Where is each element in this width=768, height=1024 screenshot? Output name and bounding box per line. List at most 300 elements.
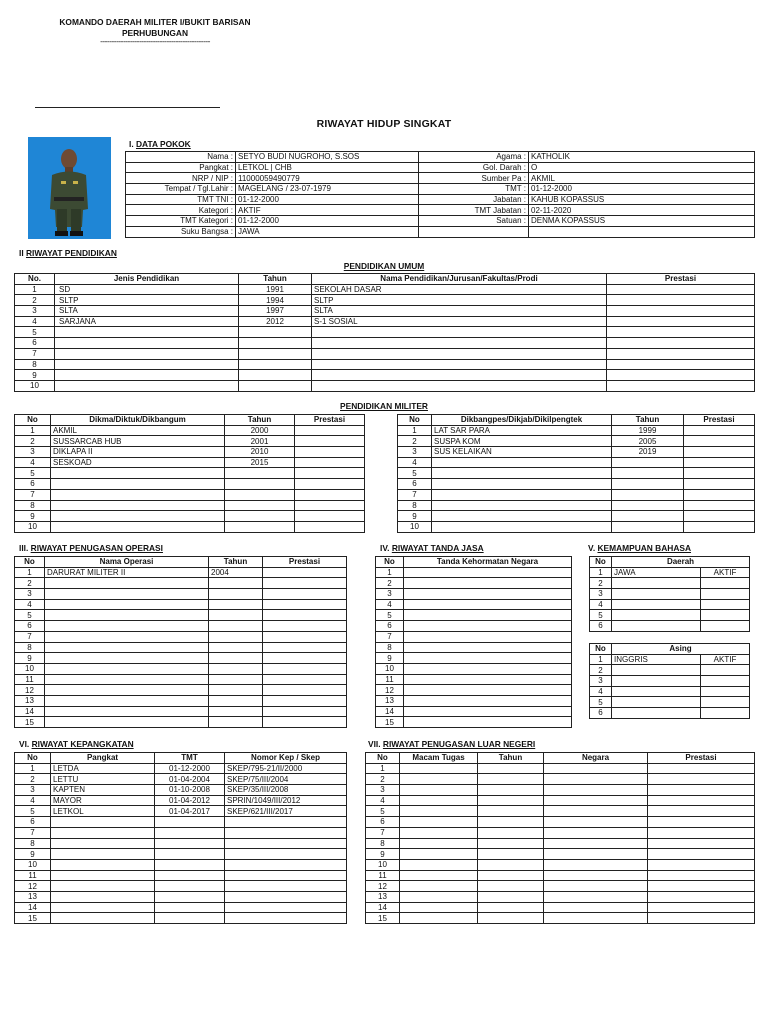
table-cell [155, 870, 225, 881]
table-cell [263, 695, 347, 706]
table-cell: SUSSARCAB HUB [51, 436, 225, 447]
column-header: No [398, 415, 432, 426]
table-cell: 9 [15, 653, 45, 664]
table-cell [209, 695, 263, 706]
table-cell: 1 [366, 763, 400, 774]
table-cell: 2 [590, 578, 612, 589]
table-cell: 5 [15, 327, 55, 338]
column-header: Tahun [239, 274, 312, 285]
table-cell: 13 [366, 891, 400, 902]
table-cell [225, 817, 347, 828]
table-row [398, 436, 755, 447]
table-cell [400, 774, 478, 785]
table-cell: 1 [398, 425, 432, 436]
table-cell: SLTP [312, 295, 607, 306]
table-cell [684, 489, 755, 500]
table-cell: 6 [366, 817, 400, 828]
table-cell [544, 795, 648, 806]
table-cell: 7 [15, 827, 51, 838]
table-cell: 10 [15, 521, 51, 532]
section-number: IV. [380, 543, 390, 553]
table-row [366, 795, 755, 806]
table-cell [478, 902, 544, 913]
data-pokok-row [126, 216, 755, 227]
table-cell [648, 902, 755, 913]
table-cell [225, 468, 295, 479]
table-cell [51, 500, 225, 511]
table-cell [404, 599, 572, 610]
table-cell: 7 [15, 631, 45, 642]
column-header: Tahun [612, 415, 684, 426]
column-header: No [15, 753, 51, 764]
table-row [15, 468, 365, 479]
field-value: LETKOL | CHB [236, 162, 419, 173]
table-row [366, 763, 755, 774]
table-row [376, 653, 572, 664]
table-cell: 3 [590, 676, 612, 687]
table-cell [404, 621, 572, 632]
table-cell [612, 489, 684, 500]
table-cell [404, 695, 572, 706]
table-cell [607, 348, 755, 359]
table-cell: 10 [15, 663, 45, 674]
table-cell: SLTP [55, 295, 239, 306]
table-cell: 8 [15, 359, 55, 370]
table-cell [263, 663, 347, 674]
table-cell [607, 370, 755, 381]
column-header: Asing [612, 644, 750, 655]
section-title: RIWAYAT PENUGASAN OPERASI [30, 543, 163, 553]
table-row [376, 621, 572, 632]
table-row [366, 849, 755, 860]
table-cell: 5 [590, 610, 612, 621]
section-tanda-jasa-title [380, 543, 484, 553]
table-cell [684, 468, 755, 479]
table-cell [684, 500, 755, 511]
table-cell [263, 685, 347, 696]
table-cell [51, 489, 225, 500]
column-header: No [15, 415, 51, 426]
table-row [15, 511, 365, 522]
table-cell [432, 479, 612, 490]
table-cell [400, 859, 478, 870]
table-cell [295, 425, 365, 436]
column-header: No. [15, 274, 55, 285]
table-row [15, 610, 347, 621]
table-cell [263, 578, 347, 589]
table-row [15, 838, 347, 849]
table-row [15, 785, 347, 796]
table-cell [51, 849, 155, 860]
table-cell [45, 642, 209, 653]
table-cell [45, 653, 209, 664]
table-cell: 2012 [239, 316, 312, 327]
table-cell: 8 [376, 642, 404, 653]
table-cell: 10 [366, 859, 400, 870]
table-cell [544, 891, 648, 902]
table-cell [263, 631, 347, 642]
table-cell: 12 [15, 685, 45, 696]
table-cell [684, 511, 755, 522]
table-cell: 3 [15, 306, 55, 317]
table-row [590, 708, 750, 719]
table-cell [225, 511, 295, 522]
table-cell [612, 599, 701, 610]
table-cell: SD [55, 284, 239, 295]
table-cell: 12 [376, 685, 404, 696]
table-cell [263, 610, 347, 621]
column-header: Prestasi [684, 415, 755, 426]
table-row [15, 674, 347, 685]
table-cell: 15 [15, 913, 51, 924]
table-cell [225, 902, 347, 913]
table-cell: SKEP/621/III/2017 [225, 806, 347, 817]
table-cell [478, 774, 544, 785]
column-header: No [376, 557, 404, 568]
table-cell [612, 697, 701, 708]
table-cell: 6 [590, 708, 612, 719]
section-title: DATA POKOK [135, 139, 191, 149]
table-cell [701, 708, 750, 719]
table-row [398, 479, 755, 490]
table-cell: 6 [590, 621, 612, 632]
table-cell: 8 [15, 500, 51, 511]
pendidikan-militer-left-table [14, 414, 365, 533]
table-cell [544, 881, 648, 892]
table-cell: AKTIF [701, 654, 750, 665]
table-cell [607, 306, 755, 317]
table-cell [432, 511, 612, 522]
field-label: Agama : [419, 152, 529, 163]
table-cell: 2015 [225, 457, 295, 468]
table-cell: DIKLAPA II [51, 447, 225, 458]
table-cell [612, 500, 684, 511]
table-cell [544, 806, 648, 817]
table-cell [295, 511, 365, 522]
table-cell: INGGRIS [612, 654, 701, 665]
header-dashes: ------------------------------------------------ [100, 36, 210, 46]
table-cell: 6 [15, 621, 45, 632]
field-value: 01-12-2000 [236, 194, 419, 205]
field-value: KAHUB KOPASSUS [529, 194, 755, 205]
table-row [366, 902, 755, 913]
table-cell [432, 500, 612, 511]
table-cell: 15 [15, 717, 45, 728]
table-cell [263, 653, 347, 664]
table-cell: 6 [15, 817, 51, 828]
table-cell: SEKOLAH DASAR [312, 284, 607, 295]
table-cell [404, 674, 572, 685]
table-cell [684, 436, 755, 447]
table-cell: 13 [376, 695, 404, 706]
table-cell: 5 [376, 610, 404, 621]
table-cell [312, 380, 607, 391]
table-cell [155, 817, 225, 828]
table-cell: 1994 [239, 295, 312, 306]
table-cell [544, 849, 648, 860]
table-cell [648, 795, 755, 806]
column-header: Prestasi [263, 557, 347, 568]
table-cell: LETTU [51, 774, 155, 785]
section-title: KEMAMPUAN BAHASA [597, 543, 692, 553]
table-cell [648, 785, 755, 796]
table-cell [648, 827, 755, 838]
table-cell [701, 697, 750, 708]
table-row [15, 663, 347, 674]
table-cell: 10 [15, 859, 51, 870]
table-cell [478, 870, 544, 881]
table-row [376, 706, 572, 717]
table-cell: 13 [15, 695, 45, 706]
table-row [15, 500, 365, 511]
table-row [376, 717, 572, 728]
table-cell [478, 827, 544, 838]
table-cell: 7 [15, 348, 55, 359]
table-cell [209, 621, 263, 632]
table-cell: AKTIF [701, 567, 750, 578]
table-row [366, 913, 755, 924]
table-cell: 7 [398, 489, 432, 500]
table-cell [51, 479, 225, 490]
table-row [15, 806, 347, 817]
field-value: AKMIL [529, 173, 755, 184]
table-row [15, 457, 365, 468]
table-cell [701, 665, 750, 676]
column-header: Nomor Kep / Skep [225, 753, 347, 764]
table-cell [400, 902, 478, 913]
table-cell [544, 913, 648, 924]
table-cell [404, 717, 572, 728]
table-cell: 14 [376, 706, 404, 717]
table-cell [607, 327, 755, 338]
data-pokok-row [126, 205, 755, 216]
table-row [15, 359, 755, 370]
table-row [15, 891, 347, 902]
table-cell [544, 774, 648, 785]
table-cell [478, 785, 544, 796]
table-cell [478, 763, 544, 774]
data-pokok-row [126, 162, 755, 173]
table-row [15, 913, 347, 924]
table-cell [263, 589, 347, 600]
table-cell [209, 674, 263, 685]
section-number: II [19, 248, 24, 258]
table-cell: 2001 [225, 436, 295, 447]
data-pokok-row [126, 152, 755, 163]
field-value: KATHOLIK [529, 152, 755, 163]
table-cell [225, 891, 347, 902]
table-cell [45, 674, 209, 685]
table-cell: 7 [366, 827, 400, 838]
table-cell: 2 [590, 665, 612, 676]
table-cell [155, 891, 225, 902]
table-cell [263, 706, 347, 717]
table-cell: 1 [15, 284, 55, 295]
table-cell: 1 [15, 763, 51, 774]
table-row [590, 610, 750, 621]
table-cell [478, 817, 544, 828]
table-cell [209, 706, 263, 717]
table-cell: 9 [398, 511, 432, 522]
field-value: 01-12-2000 [529, 184, 755, 195]
table-row [15, 774, 347, 785]
data-pokok-row [126, 173, 755, 184]
table-cell [45, 685, 209, 696]
table-row [15, 849, 347, 860]
pendidikan-militer-right-table [397, 414, 755, 533]
table-cell [225, 870, 347, 881]
table-cell [51, 511, 225, 522]
table-cell: 01-04-2012 [155, 795, 225, 806]
table-cell: 1 [590, 654, 612, 665]
table-cell: 6 [398, 479, 432, 490]
table-cell [51, 521, 225, 532]
field-label: TMT Jabatan : [419, 205, 529, 216]
table-cell [684, 521, 755, 532]
table-cell: 9 [376, 653, 404, 664]
institution-header [22, 17, 288, 47]
table-cell [544, 827, 648, 838]
table-cell [239, 338, 312, 349]
table-row [15, 621, 347, 632]
table-cell [225, 521, 295, 532]
document-title: RIWAYAT HIDUP SINGKAT [316, 118, 452, 130]
section-number: VI. [19, 739, 30, 749]
table-cell: LAT SAR PARA [432, 425, 612, 436]
table-cell [612, 468, 684, 479]
column-header: No [366, 753, 400, 764]
table-cell [404, 589, 572, 600]
table-row [376, 599, 572, 610]
table-row [15, 447, 365, 458]
table-row [15, 717, 347, 728]
table-cell [478, 806, 544, 817]
table-row [590, 589, 750, 600]
table-cell [648, 859, 755, 870]
table-cell [612, 578, 701, 589]
table-row [15, 599, 347, 610]
table-cell [263, 567, 347, 578]
table-cell: 4 [366, 795, 400, 806]
table-cell [612, 457, 684, 468]
table-row [366, 838, 755, 849]
field-value [529, 226, 755, 237]
table-cell [684, 447, 755, 458]
table-cell: 9 [15, 370, 55, 381]
table-cell: 14 [366, 902, 400, 913]
table-cell: SPRIN/1049/III/2012 [225, 795, 347, 806]
table-cell: 9 [366, 849, 400, 860]
table-row [15, 380, 755, 391]
table-cell: SLTA [55, 306, 239, 317]
table-cell [701, 676, 750, 687]
table-row [376, 589, 572, 600]
table-cell [155, 849, 225, 860]
table-cell [478, 838, 544, 849]
table-cell [312, 327, 607, 338]
table-cell [648, 774, 755, 785]
table-cell [612, 479, 684, 490]
table-cell [263, 674, 347, 685]
table-cell [295, 500, 365, 511]
table-row [366, 806, 755, 817]
table-cell [612, 589, 701, 600]
table-row [15, 902, 347, 913]
table-row [366, 870, 755, 881]
column-header: No [590, 557, 612, 568]
table-cell [432, 468, 612, 479]
table-row [15, 436, 365, 447]
table-row [398, 468, 755, 479]
table-cell: 3 [15, 785, 51, 796]
column-header: Jenis Pendidikan [55, 274, 239, 285]
table-cell [225, 859, 347, 870]
column-header: Daerah [612, 557, 750, 568]
table-cell [209, 685, 263, 696]
table-cell [648, 891, 755, 902]
section-title: RIWAYAT KEPANGKATAN [31, 739, 134, 749]
table-row [366, 785, 755, 796]
table-cell: LETDA [51, 763, 155, 774]
field-value: AKTIF [236, 205, 419, 216]
table-row [15, 706, 347, 717]
table-row [590, 578, 750, 589]
table-cell: 1 [15, 567, 45, 578]
table-cell [51, 881, 155, 892]
data-pokok-row [126, 184, 755, 195]
column-header: Macam Tugas [400, 753, 478, 764]
column-header: Prestasi [607, 274, 755, 285]
table-row [366, 891, 755, 902]
table-row [15, 489, 365, 500]
table-cell: 4 [15, 599, 45, 610]
field-value: DENMA KOPASSUS [529, 216, 755, 227]
table-cell [51, 870, 155, 881]
table-cell [684, 479, 755, 490]
table-cell [239, 327, 312, 338]
table-row [15, 370, 755, 381]
field-label: TMT Kategori : [126, 216, 236, 227]
table-cell [648, 849, 755, 860]
table-cell [45, 631, 209, 642]
pendidikan-militer-title: PENDIDIKAN MILITER [340, 401, 428, 411]
table-row [376, 695, 572, 706]
table-cell [607, 284, 755, 295]
table-row [15, 795, 347, 806]
table-cell [400, 785, 478, 796]
field-label: Tempat / Tgl.Lahir : [126, 184, 236, 195]
field-value: 02-11-2020 [529, 205, 755, 216]
table-row [15, 859, 347, 870]
field-label: Satuan : [419, 216, 529, 227]
table-cell [51, 838, 155, 849]
table-cell [432, 489, 612, 500]
table-cell [51, 913, 155, 924]
field-label: TMT : [419, 184, 529, 195]
table-row [398, 457, 755, 468]
table-cell [607, 338, 755, 349]
table-cell: 6 [15, 338, 55, 349]
table-cell [239, 348, 312, 359]
table-cell: 4 [15, 795, 51, 806]
table-cell [648, 838, 755, 849]
table-cell: SKEP/75/III/2004 [225, 774, 347, 785]
column-header: Tahun [225, 415, 295, 426]
field-value: 01-12-2000 [236, 216, 419, 227]
section-title: RIWAYAT PENUGASAN LUAR NEGERI [382, 739, 536, 749]
field-label: Gol. Darah : [419, 162, 529, 173]
column-header: Negara [544, 753, 648, 764]
